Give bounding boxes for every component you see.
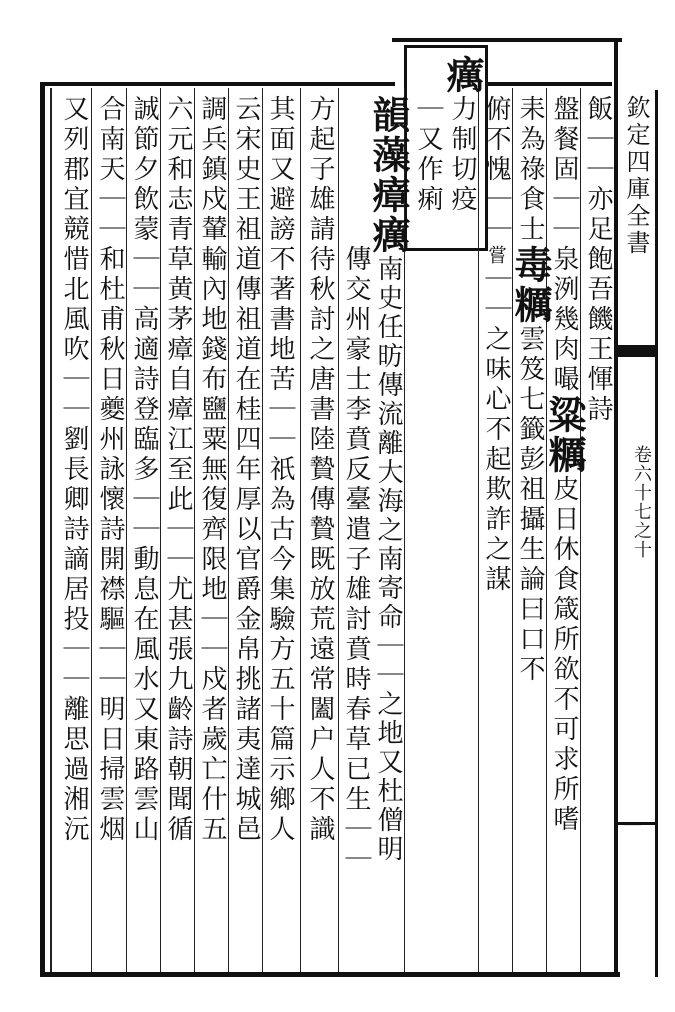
body-text: 合南天｜｜和杜甫秋日夔州詠懷詩開襟驅｜｜明日掃雲烟 [95,95,125,845]
column-rule [194,88,195,972]
text-column-12 [196,95,228,975]
headword: 韻藻 [366,95,411,175]
text-column-9 [302,95,336,975]
headword: 瘴癘 [366,175,411,255]
column-rule [546,88,547,972]
frame-top-rule [40,82,395,86]
text-column-6 [410,95,444,245]
frame-right-rule [614,40,618,977]
body-text: 傳交州豪士李賁反臺遣子雄討賁時春草已生｜｜ [341,245,371,875]
text-column-2 [542,95,587,975]
text-column-16 [58,95,90,975]
text-column-15 [94,95,126,975]
column-rule [91,88,92,972]
text-column-5 [440,55,485,245]
column-rule [512,88,513,972]
text-column-11 [230,95,262,975]
headword: 粱糲 [542,395,587,475]
margin-book-title: 欽定四庫全書 [622,95,650,257]
column-rule [126,88,127,972]
text-column-3 [508,95,553,975]
frame-left-rule [40,82,45,977]
frame-top-outer [392,38,622,42]
text-column-13 [162,95,194,975]
body-text: 力制切疫 [447,95,477,215]
column-rule [262,88,263,972]
text-column-8 [340,245,372,970]
body-text: 誠節夕飲蒙｜｜高適詩登臨多｜｜動息在風水又東路雲山 [129,95,159,845]
annotation-text: 嘗 [485,245,507,265]
body-text: 皮日休食箴所欲不可求所嗜 [549,475,579,835]
body-text: ｜又作痢 [413,95,443,215]
column-rule [228,88,229,972]
body-text: 耒為祿食士 [515,95,545,245]
column-rule [580,88,581,972]
body-text: 云宋史王祖道傳祖道在桂四年厚以官爵金帛挑諸夷達城邑 [231,95,261,845]
text-column-7 [366,95,411,975]
frame-right-edge [655,90,658,977]
body-text: 六元和志青草黄茅瘴自瘴江至此｜｜尤甚張九齡詩朝聞循 [163,95,193,845]
frame-top-rule-right [482,82,612,86]
column-rule [478,88,479,972]
text-column-1 [582,95,614,975]
column-rule [300,88,301,972]
body-text: 雲笈七籤彭祖攝生論曰口不 [515,325,545,685]
headword: 癘 [440,55,485,95]
body-text: 其面又避謗不著書地苦｜｜祇為古今集驗方五十篇示鄉人 [265,95,295,845]
column-rule [160,88,161,972]
margin-page-number: 一 [622,814,642,838]
text-column-10 [264,95,296,975]
margin-volume-number: 卷六十七之十 [631,445,652,559]
body-text: 方起子雄請待秋討之唐書陸贄傳贄既放荒遠常闔户人不識 [305,95,335,845]
body-text: 又列郡宜競惜北風吹｜｜劉長卿詩謫居投｜｜離思過湘沅 [59,95,89,845]
body-text: 南史任昉傳流離大海之南寄命｜｜之地又杜僧明 [373,255,403,864]
text-column-14 [128,95,160,975]
body-text: 俯不愧｜｜ [481,95,511,245]
column-rule [338,88,339,972]
headword: 毒糲 [508,245,553,325]
frame-left-inner-rule [50,88,52,974]
body-text: 調兵鎮戍輦輸內地錢布鹽粟無復齊限地｜｜戍者歲亡什五 [197,95,227,845]
fish-tail-mark [618,345,658,357]
body-text: ｜｜之味心不起欺詐之謀 [481,265,511,595]
body-text: 盤餐固｜｜泉洌幾肉嘬 [549,95,579,395]
body-text: 飯｜｜亦足飽吾饑王惲詩 [583,95,613,425]
text-column-4 [480,95,512,975]
